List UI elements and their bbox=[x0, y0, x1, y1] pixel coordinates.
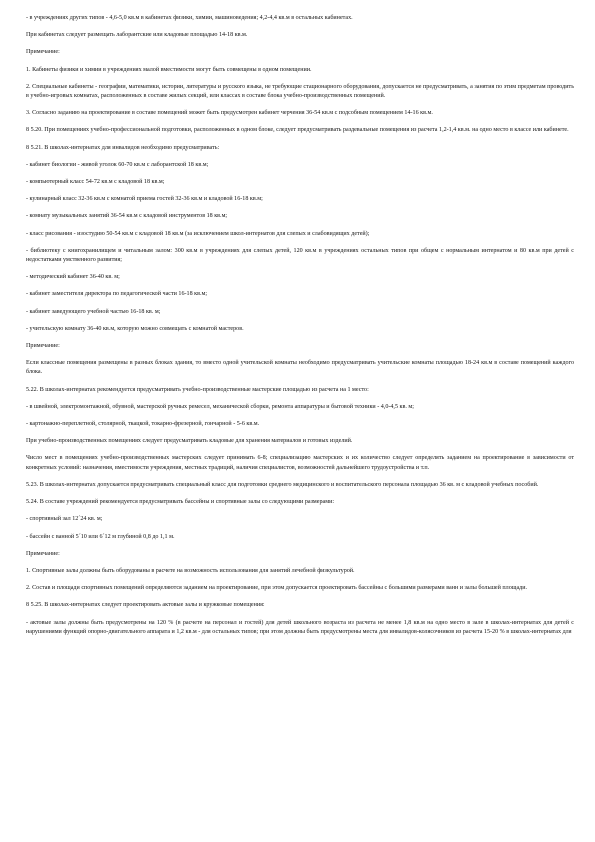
document-paragraph: - кабинет биологии - живой уголок 60-70 кв.м с лаборантской 18 кв.м; bbox=[26, 161, 209, 168]
document-paragraph: - компьютерный класс 54-72 кв.м с кладовой 18 кв.м; bbox=[26, 179, 165, 186]
document-paragraph: 5.22. В школах-интернатах рекомендуется предусматривать учебно-производственные мастерские площадью из расчета на 1 место: bbox=[26, 386, 369, 393]
document-paragraph: 8 5.20. При помещениях учебно-профессиональной подготовки, расположенных в одном блоке, следует предусматривать раздевальные помещения из расчета 1,2-1,4 кв.м. на одно место в классе или кабинете. bbox=[26, 127, 569, 134]
document-paragraph: - кабинет заместителя директора по педагогической части 16-18 кв.м; bbox=[26, 291, 208, 298]
document-paragraph: 3. Согласно заданию на проектирование в составе помещений может быть предусмотрен кабинет черчения 36-54 кв.м с подсобным помещением 14-16 кв.м. bbox=[26, 110, 433, 117]
document-paragraph: 5.23. В школах-интернатах допускается предусматривать специальный класс для подготовки среднего медицинского и воспитательского персонала площадью 36 кв. м с кладовой учебных пособий. bbox=[26, 481, 539, 488]
document-page bbox=[26, 14, 574, 645]
document-paragraph: 8 5.21. В школах-интернатах для инвалидов необходимо предусматривать: bbox=[26, 144, 220, 151]
document-paragraph: При учебно-производственных помещениях следует предусматривать кладовые для хранения материалов и готовых изделий. bbox=[26, 438, 353, 445]
document-paragraph: - кулинарный класс 32-36 кв.м с комнатой приема гостей 32-36 кв.м и кладовой 16-18 кв.м; bbox=[26, 196, 263, 203]
document-paragraph: - в швейной, электромонтажной, обувной, мастерской ручных ремесел, механической сборки, ремонта аппаратуры и бытовой техники - 4,0-4,5 кв. м; bbox=[26, 403, 414, 410]
document-paragraph: - комнату музыкальных занятий 36-54 кв.м с кладовой инструментов 18 кв.м; bbox=[26, 213, 228, 220]
document-paragraph: - методический кабинет 36-40 кв. м; bbox=[26, 274, 120, 281]
document-paragraph: Число мест в помещениях учебно-производственных мастерских следует принимать 6-8; специализацию мастерских и их количество следует определять заданием на проектирование в зависимости от конкретных условий: назначения, вместимости учреждения, местных традиций, наличия специалистов, возможностей дальнейшего трудоустройства и т.п. bbox=[26, 455, 574, 471]
document-paragraph: - в учреждениях других типов - 4,6-5,0 кв.м в кабинетах физики, химии, машиноведения; 4,2-4,4 кв.м в остальных кабинетах. bbox=[26, 15, 353, 21]
document-paragraph: - спортивный зал 12´24 кв. м; bbox=[26, 516, 103, 523]
document-paragraph: Примечание: bbox=[26, 49, 60, 56]
document-paragraph: 2. Специальные кабинеты - географии, математики, истории, литературы и русского языка, не требующие стационарного оборудования, допускается не предусматривать, а занятия по этим предметам проводить в учебно-игровых комнатах, расположенных в составе жилых секций, или классах в составе блока учебно-производственных помещений. bbox=[26, 83, 574, 100]
document-paragraph: 1. Спортивные залы должны быть оборудованы в расчете на возможность использования для занятий лечебной физкультурой. bbox=[26, 567, 355, 574]
document-paragraph: 8 5.25. В школах-интернатах следует проектировать актовые залы и кружковые помещения: bbox=[26, 602, 265, 609]
document-paragraph: - бассейн с ванной 5´10 или 6´12 м глубиной 0,8 до 1,1 м. bbox=[26, 533, 175, 540]
document-paragraph: Примечание: bbox=[26, 343, 60, 350]
document-paragraph: При кабинетах следует размещать лаборантские или кладовые площадью 14-18 кв.м. bbox=[26, 32, 248, 39]
document-paragraph: - класс рисования - изостудию 50-54 кв.м с кладовой 18 кв.м (за исключением школ-интернатов для слепых и слабовидящих детей); bbox=[26, 230, 370, 237]
document-paragraph: 5.24. В составе учреждений рекомендуется предусматривать бассейны и спортивные залы со следующими размерами: bbox=[26, 499, 335, 506]
document-paragraph: - библиотеку с книгохранилищем и читальным залом: 300 кв.м в учреждениях для слепых детей, 120 кв.м в учреждениях остальных типов при общем с нормальным интернатом и 80 кв.м при детей с недостатками умственного развития; bbox=[26, 247, 574, 264]
document-paragraph: - кабинет заведующего учебной частью 16-18 кв. м; bbox=[26, 308, 161, 315]
document-paragraph: 1. Кабинеты физики и химии в учреждениях малой вместимости могут быть совмещены в одном помещении. bbox=[26, 66, 312, 73]
document-paragraph: Если классные помещения размещены в разных блоках здания, то вместо одной учительской комнаты необходимо предусматривать учительские комнаты площадью 18-24 кв.м в составе помещений каждого блока. bbox=[26, 360, 574, 376]
document-paragraph: Примечание: bbox=[26, 550, 60, 557]
document-paragraph: - учительскую комнату 36-40 кв.м, которую можно совмещать с комнатой мастеров. bbox=[26, 325, 244, 332]
document-paragraph: 2. Состав и площади спортивных помещений определяются заданием на проектирование, при этом допускается проектировать бассейны с большими размерами ванн и залы большей площади. bbox=[26, 585, 528, 592]
document-paragraph: - картонажно-переплетной, столярной, ткацкой, токарно-фрезерной, гончарной - 5-6 кв.м. bbox=[26, 421, 260, 428]
document-paragraph: - актовые залы должны быть предусмотрены на 120 % (в расчете на персонал и гостей) для детей школьного возраста из расчета не менее 1,8 кв.м на одно место в зале в школах-интернатах для детей с нарушениями функций опорно-двигательного аппарата и 1,2 кв.м - для остальных типов; при этом должны быть предусмотрены места для инвалидов-колясочников из расчета 15-20 % в школах-интернатах для bbox=[26, 619, 574, 635]
